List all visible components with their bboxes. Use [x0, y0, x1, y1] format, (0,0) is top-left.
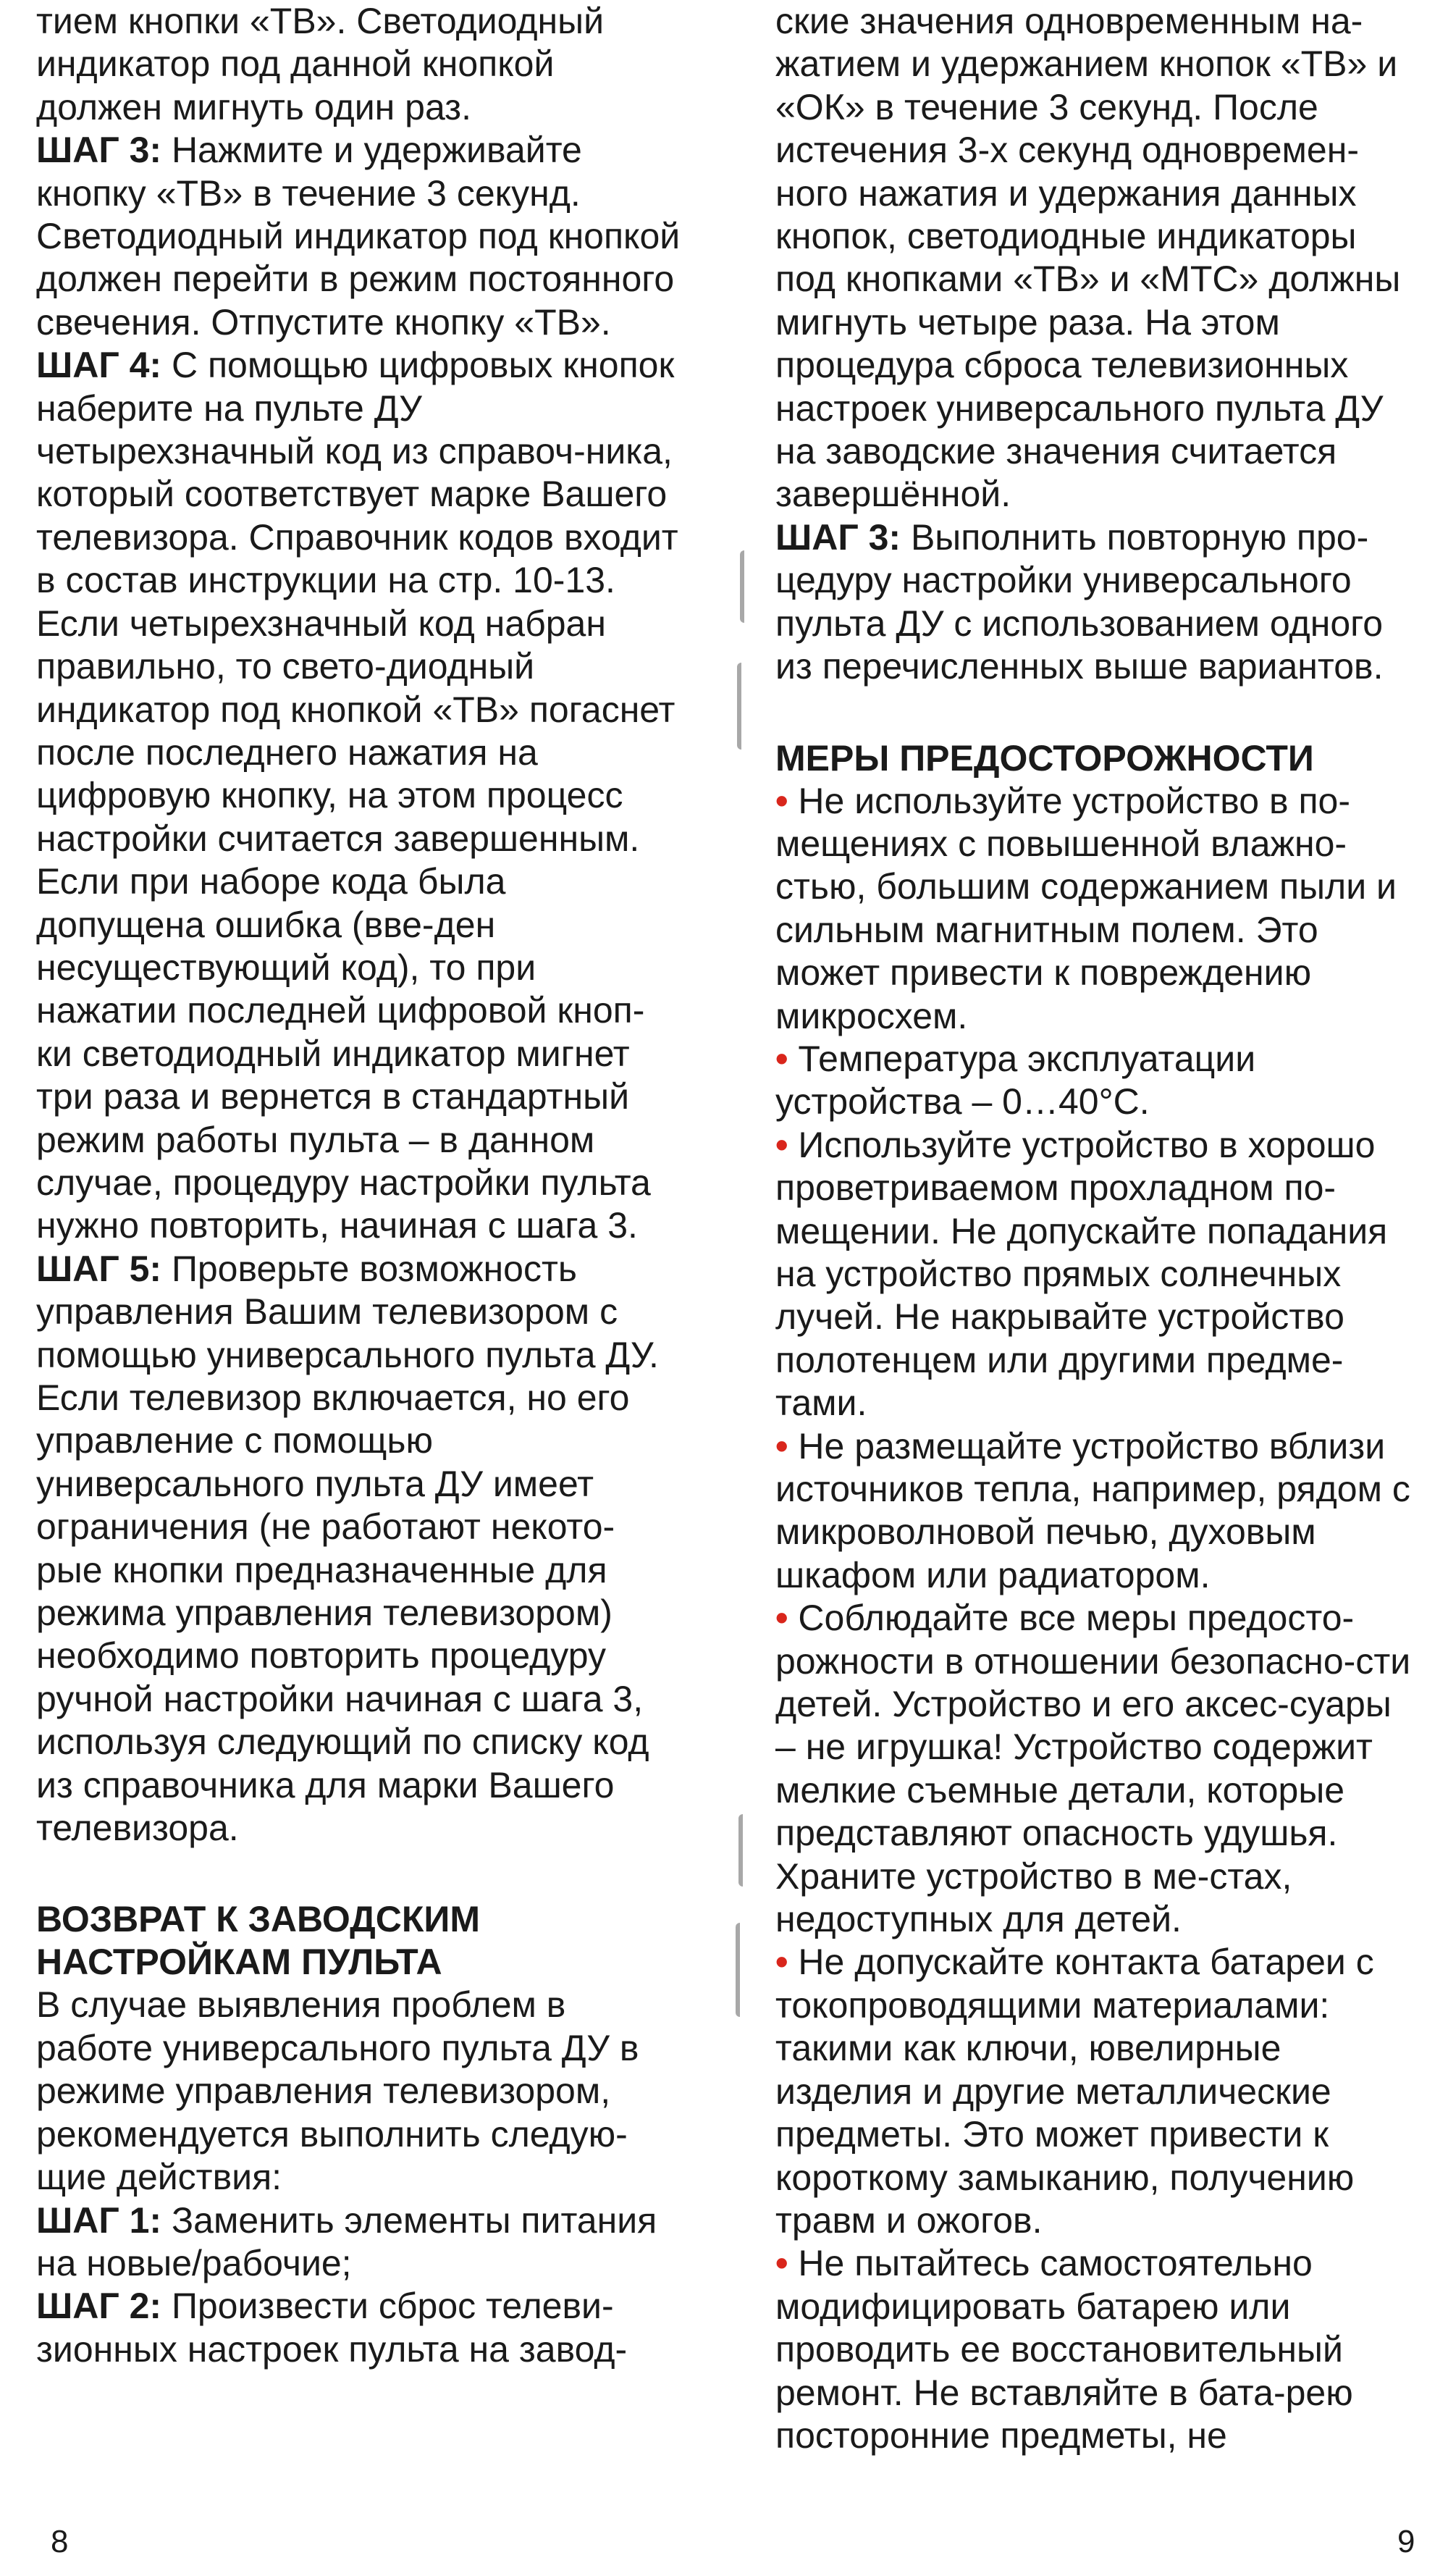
factory-reset-intro: В случае выявления проблем в работе универсального пульта ДУ в режиме управления телевизором, рекомендуется выполнить следую-щие действия: [36, 1984, 639, 2198]
bullet-dot-icon: • [775, 1598, 788, 1639]
precaution-item [775, 1941, 1420, 2242]
step-text: Произвести сброс телеви-зионных настроек пульта на завод- [36, 2286, 628, 2370]
precaution-text: Температура эксплуатации устройства – 0…40°C. [775, 1038, 1256, 1123]
page-number-left: 8 [51, 2524, 69, 2559]
step-label: ШАГ 2: [36, 2286, 162, 2327]
right-page-column [775, 0, 1420, 2457]
precautions-heading: МЕРЫ ПРЕДОСТОРОЖНОСТИ [775, 737, 1314, 779]
reset-step-3-paragraph [775, 516, 1420, 689]
precaution-item [775, 2242, 1420, 2457]
left-intro-paragraph: тием кнопки «ТВ». Светодиодный индикатор под данной кнопкой должен мигнуть один раз. [36, 1, 605, 127]
bullet-dot-icon: • [775, 780, 788, 821]
precaution-item [775, 1425, 1420, 1598]
precaution-text: Используйте устройство в хорошо проветриваемом прохладном по-мещении. Не допускайте попадания на устройство прямых солнечных лучей. Не накрывайте устройство полотенцем или другими предме-тами. [775, 1124, 1388, 1424]
bullet-dot-icon: • [775, 1942, 788, 1983]
step-text: Проверьте возможность управления Вашим телевизором с помощью универсального пульта ДУ. Если телевизор включается, но его управление с помощью универсального пульта ДУ имеет ограничения (не работают некото-рые кнопки предназначенные для режима управления телевизором) необходимо повторить процедуру ручной настройки начиная с шага 3, используя следующий по списку код из справочника для марки Вашего телевизора. [36, 1248, 659, 1849]
reset-step-2-paragraph [36, 2285, 681, 2371]
staple-mark [738, 1814, 750, 1887]
step-label: ШАГ 1: [36, 2199, 162, 2241]
bullet-dot-icon: • [775, 1425, 788, 1467]
precaution-text: Не используйте устройство в по-мещениях с повышенной влажно-стью, большим содержанием пыли и сильным магнитным полем. Это может привести к повреждению микросхем. [775, 780, 1397, 1036]
step-text: Выполнить повторную про-цедуру настройки универсального пульта ДУ с использованием одного из перечисленных выше вариантов. [775, 516, 1384, 687]
precaution-item [775, 1597, 1420, 1941]
staple-mark [740, 550, 752, 623]
step-3-paragraph [36, 129, 681, 344]
step-text: Нажмите и удерживайте кнопку «ТВ» в течение 3 секунд. Светодиодный индикатор под кнопкой должен перейти в режим постоянного свечения. Отпустите кнопку «ТВ». [36, 130, 681, 343]
precaution-text: Не размещайте устройство вблизи источников тепла, например, рядом с микроволновой печью, духовым шкафом или радиатором. [775, 1425, 1410, 1595]
bullet-dot-icon: • [775, 1038, 788, 1079]
step-text: С помощью цифровых кнопок наберите на пульте ДУ четырехзначный код из справоч-ника, который соответствует марке Вашего телевизора. Справочник кодов входит в состав инструкции на стр. 10-13. Если четырехзначный код набран правильно, то свето-диодный индикатор под кнопкой «ТВ» погаснет после последнего нажатия на цифровую кнопку, на этом процесс настройки считается завершенным. Если при наборе кода была допущена ошибка (вве-ден несуществующий код), то при нажатии последней цифровой кноп-ки светодиодный индикатор мигнет три раза и вернется в стандартный режим работы пульта – в данном случае, процедуру настройки пульта нужно повторить, начиная с шага 3. [36, 345, 678, 1246]
step-5-paragraph [36, 1248, 681, 1850]
staple-mark [737, 663, 749, 750]
bullet-dot-icon: • [775, 1124, 788, 1165]
precaution-text: Соблюдайте все меры предосто-рожности в отношении безопасно-сти детей. Устройство и его аксес-суары – не игрушка! Устройство содержит мелкие съемные детали, которые представляют опасность удушья. Храните устройство в ме-стах, недоступных для детей. [775, 1598, 1411, 1940]
precaution-item [775, 1038, 1420, 1124]
step-label: ШАГ 3: [36, 130, 162, 171]
left-page-column [36, 0, 681, 2371]
step-label: ШАГ 3: [775, 516, 901, 558]
staple-mark [736, 1923, 747, 2017]
step-4-paragraph [36, 344, 681, 1248]
precaution-text: Не допускайте контакта батареи с токопроводящими материалами: такими как ключи, ювелирные изделия и другие металлические предметы. Это может привести к короткому замыканию, получению травм и ожогов. [775, 1942, 1374, 2241]
precaution-item [775, 780, 1420, 1038]
bullet-dot-icon: • [775, 2243, 788, 2284]
precaution-item [775, 1124, 1420, 1425]
reset-step-1-paragraph [36, 2199, 681, 2286]
factory-reset-heading: ВОЗВРАТ К ЗАВОДСКИМ НАСТРОЙКАМ ПУЛЬТА [36, 1899, 480, 1983]
step-label: ШАГ 4: [36, 345, 162, 386]
step-label: ШАГ 5: [36, 1248, 162, 1289]
step-text: Заменить элементы питания на новые/рабочие; [36, 2199, 657, 2283]
reset-continuation-paragraph: ские значения одновременным на-жатием и удержанием кнопок «ТВ» и «ОК» в течение 3 секунд. После истечения 3-х секунд одновремен-ного нажатия и удержания данных кнопок, светодиодные индикаторы под кнопками «ТВ» и «МТС» должны мигнуть четыре раза. На этом процедура сброса телевизионных настроек универсального пульта ДУ на заводские значения считается завершённой. [775, 1, 1401, 515]
page-number-right: 9 [1397, 2524, 1415, 2559]
precaution-text: Не пытайтесь самостоятельно модифицировать батарею или проводить ее восстановительный ремонт. Не вставляйте в бата-рею посторонние предметы, не [775, 2243, 1353, 2456]
